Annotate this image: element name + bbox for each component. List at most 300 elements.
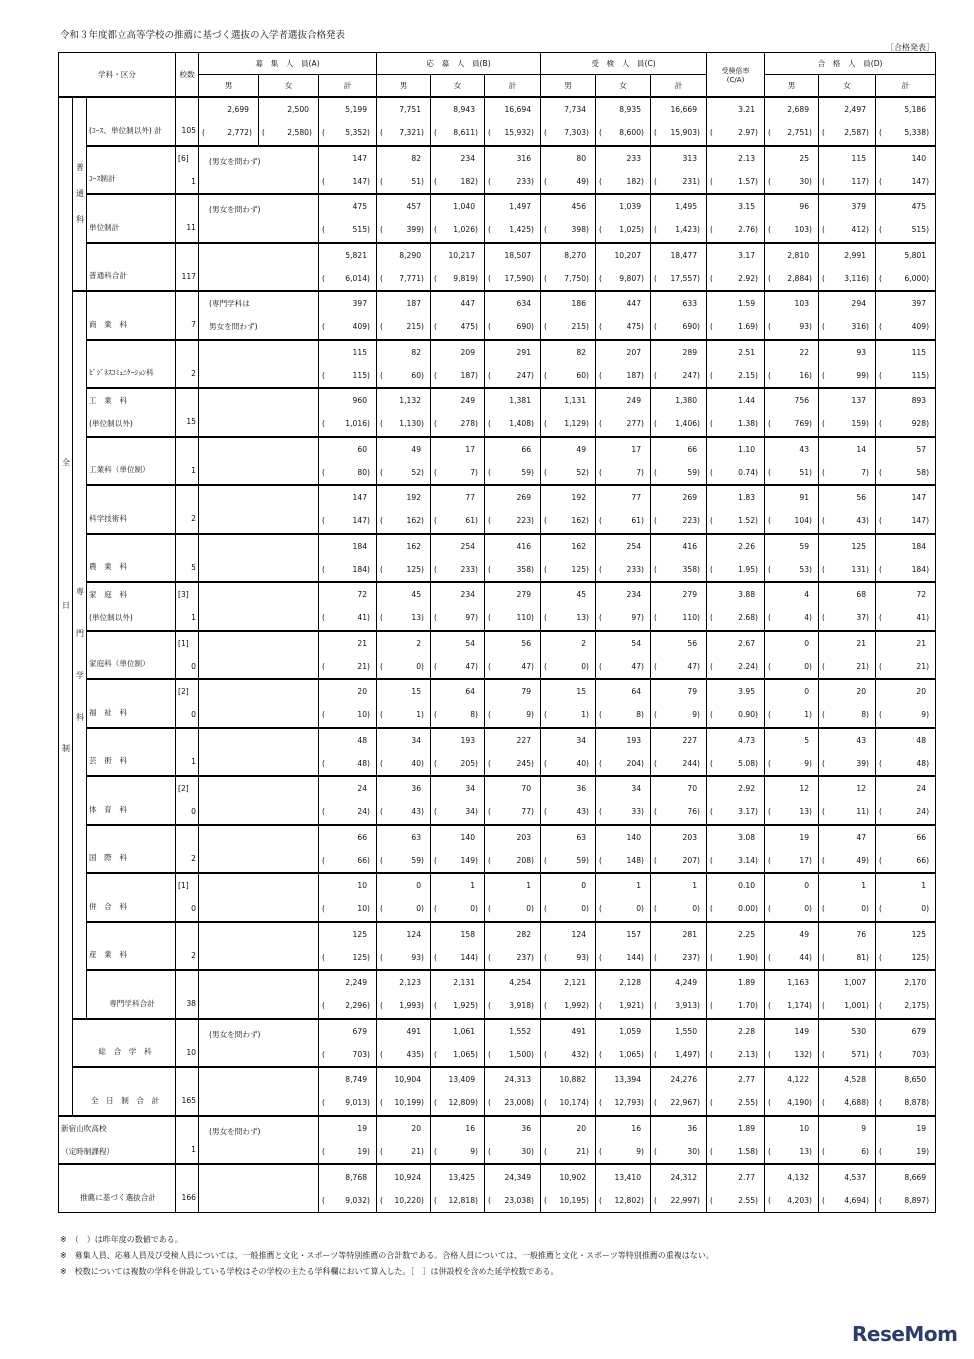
current-value: 207 — [626, 347, 642, 357]
paren-open: ( — [434, 904, 438, 914]
paren-close: ) — [641, 467, 645, 477]
paren-close: ) — [697, 370, 701, 380]
paren-close: ) — [421, 273, 425, 283]
paren-open: ( — [710, 613, 714, 623]
value — [876, 729, 935, 775]
value-cell — [651, 1164, 707, 1213]
current-value: 491 — [571, 1026, 587, 1036]
value — [541, 292, 595, 338]
paren-close: ) — [367, 1049, 371, 1059]
previous-value-line — [876, 853, 935, 867]
value-cell — [485, 728, 541, 777]
value-cell — [651, 243, 707, 292]
current-value-line — [485, 103, 540, 117]
previous-value: 1.69 — [738, 322, 756, 332]
current-value: 70 — [521, 784, 532, 794]
current-value-line — [651, 539, 706, 553]
schools — [176, 874, 198, 920]
value-cell — [377, 1164, 431, 1213]
paren-open: ( — [599, 516, 603, 526]
note — [199, 874, 318, 920]
current-value-line — [377, 976, 430, 990]
current-value: 24,276 — [670, 1075, 698, 1085]
schools-cell — [176, 437, 199, 486]
value — [651, 98, 706, 144]
previous-value-line — [651, 223, 706, 237]
previous-value-line — [819, 1144, 875, 1158]
previous-value: 13 — [799, 807, 810, 817]
paren-close: ) — [421, 1049, 425, 1059]
paren-open: ( — [879, 176, 883, 186]
value — [651, 826, 706, 872]
value-cell — [819, 437, 876, 486]
value-cell — [707, 776, 765, 825]
value-cell — [651, 728, 707, 777]
current-value-line — [319, 248, 376, 262]
value-cell — [319, 243, 377, 292]
value-cell — [377, 631, 431, 680]
paren-open: ( — [380, 419, 384, 429]
previous-value: 4,190 — [787, 1098, 810, 1108]
previous-value-line — [596, 999, 650, 1013]
value-cell — [876, 1164, 936, 1213]
previous-value: 11 — [856, 807, 867, 817]
previous-value: 23,008 — [504, 1098, 532, 1108]
paren-open: ( — [768, 952, 772, 962]
paren-open: ( — [822, 1195, 826, 1205]
paren-close: ) — [926, 1146, 930, 1156]
table-row — [59, 437, 936, 486]
current-value-line — [651, 782, 706, 796]
current-value: 4,122 — [787, 1075, 810, 1085]
note-cell — [199, 146, 319, 195]
current-value: 66 — [916, 832, 927, 842]
previous-value: 3,913 — [675, 1001, 698, 1011]
paren-close: ) — [641, 128, 645, 138]
current-value-line — [876, 345, 935, 359]
results-table — [58, 52, 936, 1213]
paren-open: ( — [710, 322, 714, 332]
paren-open: ( — [599, 1098, 603, 1108]
paren-open: ( — [822, 710, 826, 720]
paren-close: ) — [641, 419, 645, 429]
current-value: 36 — [576, 784, 587, 794]
value-cell — [596, 194, 651, 243]
value — [431, 874, 484, 920]
note-cell — [199, 1067, 319, 1116]
previous-value: 2,175 — [904, 1001, 927, 1011]
value-cell — [485, 970, 541, 1019]
current-value: 2,497 — [844, 105, 867, 115]
previous-value-line — [707, 756, 764, 770]
current-value-line — [707, 1024, 764, 1038]
value — [319, 195, 376, 241]
previous-value: 398 — [571, 225, 587, 235]
paren-close: ) — [926, 807, 930, 817]
current-value-line — [431, 1073, 484, 1087]
paren-close: ) — [809, 710, 813, 720]
current-value: 2.77 — [738, 1172, 756, 1182]
previous-value-line — [319, 1047, 376, 1061]
value — [485, 486, 540, 532]
note-cell — [199, 631, 319, 680]
value-cell — [541, 340, 596, 389]
previous-value-line — [596, 368, 650, 382]
value-cell — [431, 582, 485, 631]
current-value: 234 — [460, 153, 476, 163]
current-value: 72 — [916, 590, 927, 600]
current-value-line — [431, 782, 484, 796]
previous-value: 0 — [804, 661, 810, 671]
paren-open: ( — [710, 904, 714, 914]
previous-value-line — [485, 805, 540, 819]
paren-close: ) — [926, 370, 930, 380]
note — [199, 1117, 318, 1163]
current-value: 193 — [626, 735, 642, 745]
current-value-line — [319, 588, 376, 602]
current-value-line — [541, 248, 595, 262]
value-cell — [765, 534, 819, 583]
value — [541, 826, 595, 872]
current-value: 10,924 — [394, 1172, 422, 1182]
paren-close: ) — [866, 564, 870, 574]
previous-value-line — [765, 174, 818, 188]
paren-open: ( — [488, 1098, 492, 1108]
current-value-line — [876, 200, 935, 214]
previous-value: 41 — [357, 613, 368, 623]
value — [541, 583, 595, 629]
previous-value-line — [377, 999, 430, 1013]
value — [819, 1166, 875, 1212]
paren-close: ) — [697, 1146, 701, 1156]
previous-value: 9 — [921, 710, 927, 720]
value-cell — [819, 776, 876, 825]
current-value-line — [377, 297, 430, 311]
schools-cell — [176, 776, 199, 825]
paren-open: ( — [822, 1098, 826, 1108]
paren-close: ) — [475, 613, 479, 623]
previous-value-line — [485, 223, 540, 237]
previous-value-line — [819, 902, 875, 916]
current-value: 234 — [626, 590, 642, 600]
previous-value: 10,195 — [559, 1195, 587, 1205]
paren-close: ) — [475, 564, 479, 574]
current-value: 8,749 — [345, 1075, 368, 1085]
previous-value: 5.08 — [738, 758, 756, 768]
current-value: 63 — [576, 832, 587, 842]
paren-open: ( — [488, 516, 492, 526]
paren-close: ) — [586, 564, 590, 574]
current-value-line — [377, 442, 430, 456]
value-cell — [765, 728, 819, 777]
paren-close: ) — [421, 1001, 425, 1011]
paren-open: ( — [599, 419, 603, 429]
row-label — [87, 923, 175, 969]
value-cell — [707, 340, 765, 389]
paren-open: ( — [599, 1195, 603, 1205]
previous-value-line — [876, 999, 935, 1013]
schools-cell — [176, 1164, 199, 1213]
value — [819, 777, 875, 823]
previous-value: 125 — [406, 564, 422, 574]
current-value-line — [319, 297, 376, 311]
previous-value: 1,993 — [399, 1001, 422, 1011]
current-value: 4,132 — [787, 1172, 810, 1182]
paren-open: ( — [822, 322, 826, 332]
current-value-line — [431, 103, 484, 117]
current-value-line — [876, 297, 935, 311]
schools-cell — [176, 97, 199, 146]
row-label-line: 家庭科（単位制） — [89, 659, 150, 668]
current-value-line — [485, 733, 540, 747]
paren-close: ) — [866, 467, 870, 477]
previous-value-line — [541, 562, 595, 576]
current-value: 1.83 — [738, 493, 756, 503]
previous-value-line — [485, 126, 540, 140]
previous-value-line — [765, 1047, 818, 1061]
value — [707, 147, 764, 193]
previous-value-line — [541, 999, 595, 1013]
value-cell — [485, 485, 541, 534]
school-count: 1 — [191, 465, 197, 475]
current-value: 2.25 — [738, 929, 756, 939]
paren-close: ) — [866, 128, 870, 138]
current-value: 184 — [352, 541, 368, 551]
current-value: 2,810 — [787, 250, 810, 260]
current-value: 679 — [352, 1026, 368, 1036]
previous-value: 412 — [851, 225, 867, 235]
value-cell — [819, 679, 876, 728]
current-value: 124 — [406, 929, 422, 939]
current-value: 633 — [682, 299, 698, 309]
value-cell — [485, 534, 541, 583]
value-cell — [819, 243, 876, 292]
value — [485, 535, 540, 581]
previous-value: 3.14 — [738, 855, 756, 865]
paren-close: ) — [926, 710, 930, 720]
value — [651, 632, 706, 678]
table-row — [59, 776, 936, 825]
current-value: 34 — [465, 784, 476, 794]
value — [707, 923, 764, 969]
value-cell — [876, 291, 936, 340]
schools — [176, 1166, 198, 1212]
school-count: 165 — [181, 1096, 197, 1105]
current-value: 4,254 — [509, 978, 532, 988]
previous-value: 515 — [911, 225, 927, 235]
current-value-line — [651, 200, 706, 214]
previous-value-line — [765, 1144, 818, 1158]
current-value-line — [819, 394, 875, 408]
row-label-cell — [87, 970, 176, 1019]
row-label-cell — [87, 97, 176, 146]
row-label-line: ﾋﾞｼﾞﾈｽｺﾐｭﾆｹｰｼｮﾝ科 — [89, 368, 154, 377]
current-value: 4 — [804, 590, 810, 600]
previous-value-line — [431, 368, 484, 382]
current-value: 43 — [799, 444, 810, 454]
row-label-cell — [59, 1116, 176, 1165]
paren-open: ( — [544, 273, 548, 283]
previous-value: 10 — [357, 904, 368, 914]
previous-value-line — [651, 708, 706, 722]
value-cell — [319, 1116, 377, 1165]
value — [596, 195, 650, 241]
value — [819, 535, 875, 581]
value-cell — [765, 340, 819, 389]
previous-value-line — [485, 853, 540, 867]
paren-open: ( — [654, 1146, 658, 1156]
previous-value-line — [819, 320, 875, 334]
value-cell — [485, 437, 541, 486]
previous-value: 21 — [576, 1146, 587, 1156]
paren-open: ( — [822, 467, 826, 477]
value — [485, 292, 540, 338]
current-value-line — [765, 685, 818, 699]
value — [707, 1068, 764, 1114]
previous-value: 23,038 — [504, 1195, 532, 1205]
resemom-logo: ReseMom — [852, 1322, 958, 1346]
previous-value-line — [707, 853, 764, 867]
previous-value-line — [596, 659, 650, 673]
schools — [176, 341, 198, 387]
previous-value-line — [377, 1193, 430, 1207]
value — [596, 826, 650, 872]
previous-value-line — [596, 611, 650, 625]
row-label-cell — [87, 340, 176, 389]
current-value: 1.89 — [738, 978, 756, 988]
paren-close: ) — [249, 128, 252, 138]
value — [876, 1068, 935, 1114]
current-value-line — [319, 879, 376, 893]
current-value-line — [541, 200, 595, 214]
previous-value: 184 — [911, 564, 927, 574]
previous-value-line — [377, 659, 430, 673]
current-value: 16,669 — [670, 105, 698, 115]
value — [485, 438, 540, 484]
paren-close: ) — [475, 807, 479, 817]
value-cell — [259, 97, 319, 146]
previous-value-line — [541, 659, 595, 673]
previous-value: 9,013 — [345, 1098, 368, 1108]
current-value-line — [319, 685, 376, 699]
previous-value-line — [765, 756, 818, 770]
paren-close: ) — [641, 176, 645, 186]
current-value: 66 — [687, 444, 698, 454]
previous-value-line — [541, 950, 595, 964]
previous-value: 0 — [692, 904, 698, 914]
previous-value-line — [651, 1193, 706, 1207]
paren-open: ( — [822, 516, 826, 526]
value — [319, 777, 376, 823]
value-cell — [651, 873, 707, 922]
paren-close: ) — [531, 273, 535, 283]
current-value: 66 — [357, 832, 368, 842]
paren-open: ( — [544, 613, 548, 623]
previous-value: 8 — [861, 710, 867, 720]
current-value-line — [765, 733, 818, 747]
current-value-line — [596, 927, 650, 941]
current-value: 1.59 — [738, 299, 756, 309]
paren-open: ( — [654, 1195, 658, 1205]
current-value: 269 — [516, 493, 532, 503]
paren-open: ( — [434, 564, 438, 574]
value-cell — [819, 291, 876, 340]
paren-close: ) — [755, 855, 759, 865]
schools-cell — [176, 679, 199, 728]
previous-value: 97 — [465, 613, 476, 623]
value-cell — [876, 388, 936, 437]
note — [199, 292, 318, 338]
current-value: 234 — [460, 590, 476, 600]
previous-value-line — [541, 465, 595, 479]
row-label-line: 新宿山吹高校 — [61, 1123, 107, 1133]
current-value: 893 — [911, 396, 927, 406]
row-label-line: 専門学科合計 — [109, 998, 155, 1008]
current-value: 59 — [799, 541, 810, 551]
previous-value-line — [319, 417, 376, 431]
previous-value-line — [707, 1096, 764, 1110]
paren-open: ( — [654, 661, 658, 671]
paren-open: ( — [879, 1195, 883, 1205]
current-value-line — [485, 685, 540, 699]
previous-value: 97 — [631, 613, 642, 623]
value-cell — [707, 922, 765, 971]
previous-value-line — [876, 659, 935, 673]
paren-close: ) — [697, 1049, 701, 1059]
value — [377, 98, 430, 144]
value-cell — [485, 97, 541, 146]
current-value-line — [651, 442, 706, 456]
previous-value: 48 — [916, 758, 927, 768]
previous-value-line — [541, 902, 595, 916]
previous-value: 2.55 — [738, 1098, 756, 1108]
value-cell — [596, 922, 651, 971]
previous-value: 223 — [516, 516, 532, 526]
previous-value: 1,425 — [509, 225, 532, 235]
paren-close: ) — [755, 613, 759, 623]
value — [431, 1020, 484, 1066]
paren-close: ) — [809, 952, 813, 962]
schools-cell — [176, 631, 199, 680]
value — [319, 1117, 376, 1163]
previous-value: 6,014 — [345, 273, 368, 283]
previous-value: 2,580 — [287, 128, 310, 138]
value — [431, 195, 484, 241]
current-value: 254 — [460, 541, 476, 551]
paren-close: ) — [367, 176, 371, 186]
paren-open: ( — [544, 1146, 548, 1156]
previous-value-line — [876, 756, 935, 770]
paren-close: ) — [531, 661, 535, 671]
current-value-line — [541, 345, 595, 359]
previous-value-line — [651, 126, 706, 140]
footnote: ※ （ ）は昨年度の数値である。 — [60, 1235, 183, 1244]
header-female: 女 — [596, 75, 651, 98]
paren-open: ( — [544, 176, 548, 186]
current-value: 48 — [357, 735, 368, 745]
value-cell — [876, 194, 936, 243]
paren-open: ( — [322, 807, 325, 817]
previous-value-line — [485, 950, 540, 964]
note-cell — [199, 679, 319, 728]
value-cell — [541, 1067, 596, 1116]
paren-close: ) — [697, 419, 701, 429]
current-value: 17 — [465, 444, 476, 454]
current-value: 1,007 — [844, 978, 867, 988]
current-value-line — [876, 588, 935, 602]
current-value-line — [707, 151, 764, 165]
paren-close: ) — [475, 1195, 479, 1205]
